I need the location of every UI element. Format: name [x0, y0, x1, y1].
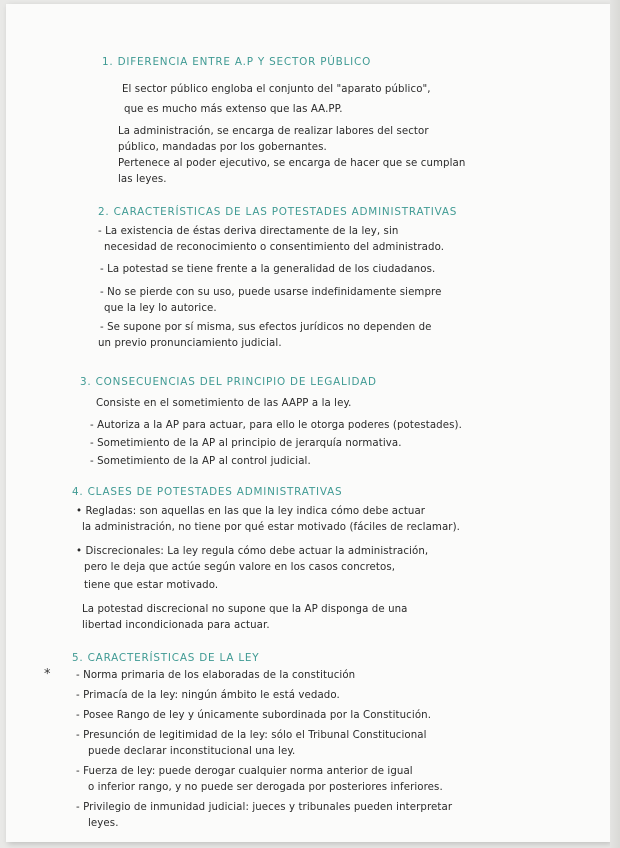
- section-5-line: - Fuerza de ley: puede derogar cualquier norma anterior de igual: [76, 766, 413, 777]
- section-5-heading: 5. CARACTERÍSTICAS DE LA LEY: [72, 652, 260, 664]
- section-2-line: un previo pronunciamiento judicial.: [98, 338, 282, 349]
- section-4-line: la administración, no tiene por qué estar motivado (fáciles de reclamar).: [82, 522, 460, 533]
- section-3-line: - Sometimiento de la AP al principio de jerarquía normativa.: [90, 438, 402, 449]
- section-1-line: Pertenece al poder ejecutivo, se encarga de hacer que se cumplan: [118, 158, 466, 169]
- section-2-line: que la ley lo autorice.: [104, 303, 217, 314]
- section-3-line: - Sometimiento de la AP al control judicial.: [90, 456, 311, 467]
- section-1-line: público, mandadas por los gobernantes.: [118, 142, 327, 153]
- section-5-line: - Posee Rango de ley y únicamente subordinada por la Constitución.: [76, 710, 432, 721]
- section-2-line: necesidad de reconocimiento o consentimiento del administrado.: [104, 242, 445, 253]
- section-4-line: pero le deja que actúe según valore en los casos concretos,: [84, 562, 396, 573]
- section-3-line: - Autoriza a la AP para actuar, para ello le otorga poderes (potestades).: [90, 420, 462, 431]
- section-5-line: - Presunción de legitimidad de la ley: sólo el Tribunal Constitucional: [76, 730, 427, 741]
- margin-asterisk: *: [44, 667, 51, 682]
- page-edge-shadow: [610, 0, 620, 848]
- section-4-heading: 4. CLASES DE POTESTADES ADMINISTRATIVAS: [72, 486, 343, 498]
- section-3-heading: 3. CONSECUENCIAS DEL PRINCIPIO DE LEGALIDAD: [80, 376, 377, 388]
- section-1-line: que es mucho más extenso que las AA.PP.: [124, 104, 343, 115]
- section-3-line: Consiste en el sometimiento de las AAPP a la ley.: [96, 398, 352, 409]
- section-4-line: libertad incondicionada para actuar.: [82, 620, 270, 631]
- section-4-line: La potestad discrecional no supone que la AP disponga de una: [82, 604, 408, 615]
- section-5-line: - Norma primaria de los elaboradas de la constitución: [76, 670, 356, 681]
- section-5-line: - Privilegio de inmunidad judicial: jueces y tribunales pueden interpretar: [76, 802, 453, 813]
- section-2-line: - La existencia de éstas deriva directamente de la ley, sin: [98, 226, 399, 237]
- section-4-line: tiene que estar motivado.: [84, 580, 219, 591]
- section-1-line: El sector público engloba el conjunto del "aparato público",: [122, 84, 431, 95]
- section-2-heading: 2. CARACTERÍSTICAS DE LAS POTESTADES ADMINISTRATIVAS: [98, 206, 458, 218]
- section-5-line: - Primacía de la ley: ningún ámbito le está vedado.: [76, 690, 340, 701]
- section-2-line: - Se supone por sí misma, sus efectos jurídicos no dependen de: [100, 322, 432, 333]
- section-2-line: - No se pierde con su uso, puede usarse indefinidamente siempre: [100, 287, 442, 298]
- section-4-line: • Regladas: son aquellas en las que la ley indica cómo debe actuar: [76, 506, 426, 517]
- section-4-line: • Discrecionales: La ley regula cómo debe actuar la administración,: [76, 546, 429, 557]
- section-2-line: - La potestad se tiene frente a la generalidad de los ciudadanos.: [100, 264, 436, 275]
- section-1-line: las leyes.: [118, 174, 167, 185]
- section-5-line: o inferior rango, y no puede ser derogada por posteriores inferiores.: [88, 782, 443, 793]
- section-1-line: La administración, se encarga de realizar labores del sector: [118, 126, 429, 137]
- section-1-heading: 1. DIFERENCIA ENTRE A.P Y SECTOR PÚBLICO: [102, 56, 372, 68]
- section-5-line: puede declarar inconstitucional una ley.: [88, 746, 296, 757]
- section-5-line: leyes.: [88, 818, 119, 829]
